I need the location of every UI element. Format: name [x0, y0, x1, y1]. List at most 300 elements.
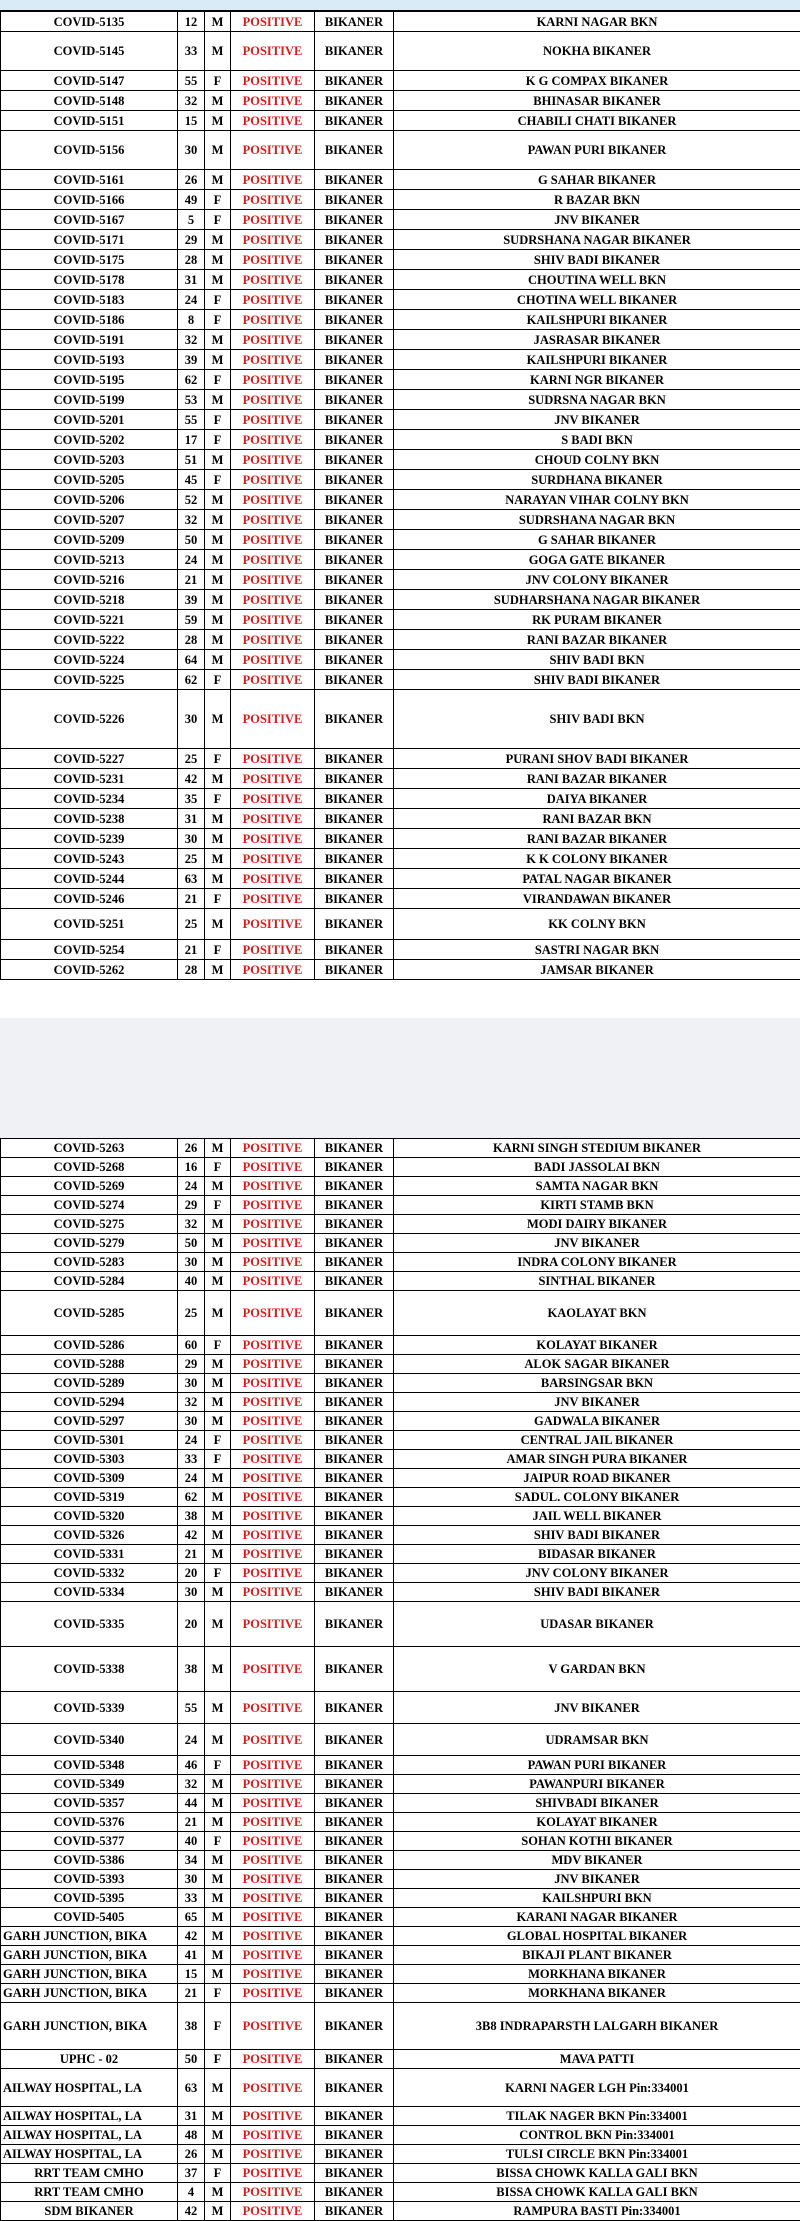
address-cell: CONTROL BKN Pin:334001 — [394, 2126, 800, 2145]
age-cell: 17 — [178, 430, 205, 450]
case-id-cell: COVID-5335 — [1, 1602, 178, 1647]
case-id-cell: COVID-5231 — [1, 769, 178, 789]
district-cell: BIKANER — [315, 550, 394, 570]
result-cell: POSITIVE — [231, 450, 315, 470]
address-cell: PAWANPURI BIKANER — [394, 1775, 800, 1794]
case-id-cell: COVID-5284 — [1, 1272, 178, 1291]
age-cell: 39 — [178, 590, 205, 610]
table-row — [1, 960, 800, 980]
result-cell: POSITIVE — [231, 1832, 315, 1851]
address-cell: K K COLONY BIKANER — [394, 849, 800, 869]
age-cell: 40 — [178, 1832, 205, 1851]
age-cell: 39 — [178, 350, 205, 370]
address-cell: KIRTI STAMB BKN — [394, 1196, 800, 1215]
age-cell: 62 — [178, 1488, 205, 1507]
case-id-cell: COVID-5275 — [1, 1215, 178, 1234]
table-row — [1, 1870, 800, 1889]
table-row — [1, 2003, 800, 2050]
result-cell: POSITIVE — [231, 1564, 315, 1583]
address-cell: GADWALA BIKANER — [394, 1412, 800, 1431]
address-cell: BHINASAR BIKANER — [394, 91, 800, 111]
district-cell: BIKANER — [315, 1253, 394, 1272]
case-id-cell: COVID-5234 — [1, 789, 178, 809]
district-cell: BIKANER — [315, 1215, 394, 1234]
result-cell: POSITIVE — [231, 2050, 315, 2069]
sex-cell: M — [205, 1355, 231, 1374]
age-cell: 32 — [178, 1775, 205, 1794]
case-id-cell: COVID-5227 — [1, 749, 178, 769]
address-cell: BIDASAR BIKANER — [394, 1545, 800, 1564]
result-cell: POSITIVE — [231, 889, 315, 909]
sex-cell: M — [205, 1215, 231, 1234]
age-cell: 24 — [178, 1177, 205, 1196]
district-cell: BIKANER — [315, 1794, 394, 1813]
result-cell: POSITIVE — [231, 190, 315, 210]
sex-cell: M — [205, 1234, 231, 1253]
result-cell: POSITIVE — [231, 1984, 315, 2003]
case-id-cell: COVID-5268 — [1, 1158, 178, 1177]
age-cell: 63 — [178, 2069, 205, 2107]
sex-cell: M — [205, 849, 231, 869]
sex-cell: F — [205, 2164, 231, 2183]
address-cell: JNV COLONY BIKANER — [394, 1564, 800, 1583]
sex-cell: M — [205, 1412, 231, 1431]
district-cell: BIKANER — [315, 570, 394, 590]
district-cell: BIKANER — [315, 1336, 394, 1355]
address-cell: JNV BIKANER — [394, 1692, 800, 1724]
result-cell: POSITIVE — [231, 1851, 315, 1870]
age-cell: 60 — [178, 1336, 205, 1355]
address-cell: SASTRI NAGAR BKN — [394, 940, 800, 960]
sex-cell: F — [205, 1984, 231, 2003]
age-cell: 46 — [178, 1756, 205, 1775]
address-cell: CHABILI CHATI BIKANER — [394, 111, 800, 131]
age-cell: 42 — [178, 1927, 205, 1946]
table-row — [1, 1545, 800, 1564]
address-cell: INDRA COLONY BIKANER — [394, 1253, 800, 1272]
address-cell: SUDRSHANA NAGAR BKN — [394, 510, 800, 530]
table-row — [1, 111, 800, 131]
result-cell: POSITIVE — [231, 1469, 315, 1488]
table-row — [1, 829, 800, 849]
district-cell: BIKANER — [315, 789, 394, 809]
sex-cell: M — [205, 829, 231, 849]
address-cell: DAIYA BIKANER — [394, 789, 800, 809]
result-cell: POSITIVE — [231, 290, 315, 310]
result-cell: POSITIVE — [231, 749, 315, 769]
address-cell: SAMTA NAGAR BKN — [394, 1177, 800, 1196]
table-row — [1, 1355, 800, 1374]
table-row — [1, 869, 800, 889]
result-cell: POSITIVE — [231, 1158, 315, 1177]
case-id-cell: COVID-5166 — [1, 190, 178, 210]
result-cell: POSITIVE — [231, 310, 315, 330]
result-cell: POSITIVE — [231, 490, 315, 510]
case-id-cell: COVID-5297 — [1, 1412, 178, 1431]
sex-cell: M — [205, 1139, 231, 1158]
district-cell: BIKANER — [315, 12, 394, 32]
table-row — [1, 250, 800, 270]
sex-cell: M — [205, 1908, 231, 1927]
table-row — [1, 1908, 800, 1927]
sex-cell: F — [205, 749, 231, 769]
sex-cell: M — [205, 350, 231, 370]
age-cell: 32 — [178, 510, 205, 530]
district-cell: BIKANER — [315, 1946, 394, 1965]
result-cell: POSITIVE — [231, 1488, 315, 1507]
case-id-cell: COVID-5338 — [1, 1647, 178, 1692]
case-id-cell: COVID-5226 — [1, 690, 178, 749]
sex-cell: M — [205, 650, 231, 670]
address-cell: CHOTINA WELL BIKANER — [394, 290, 800, 310]
result-cell: POSITIVE — [231, 1450, 315, 1469]
sex-cell: M — [205, 960, 231, 980]
age-cell: 53 — [178, 390, 205, 410]
result-cell: POSITIVE — [231, 1431, 315, 1450]
result-cell: POSITIVE — [231, 1412, 315, 1431]
sex-cell: F — [205, 1450, 231, 1469]
address-cell: KAILSHPURI BKN — [394, 1889, 800, 1908]
patient-table-2 — [0, 1138, 800, 2221]
case-id-cell: COVID-5213 — [1, 550, 178, 570]
sex-cell: M — [205, 1291, 231, 1336]
age-cell: 30 — [178, 829, 205, 849]
address-cell: GLOBAL HOSPITAL BIKANER — [394, 1927, 800, 1946]
result-cell: POSITIVE — [231, 960, 315, 980]
age-cell: 30 — [178, 690, 205, 749]
district-cell: BIKANER — [315, 1507, 394, 1526]
case-id-cell: GARH JUNCTION, BIKA — [1, 1927, 178, 1946]
table-row — [1, 1158, 800, 1177]
case-id-cell: COVID-5191 — [1, 330, 178, 350]
address-cell: SHIV BADI BIKANER — [394, 1526, 800, 1545]
result-cell: POSITIVE — [231, 210, 315, 230]
table-row — [1, 849, 800, 869]
age-cell: 41 — [178, 1946, 205, 1965]
age-cell: 50 — [178, 530, 205, 550]
age-cell: 62 — [178, 670, 205, 690]
table-row — [1, 1177, 800, 1196]
case-id-cell: COVID-5357 — [1, 1794, 178, 1813]
age-cell: 33 — [178, 1450, 205, 1469]
age-cell: 33 — [178, 1889, 205, 1908]
age-cell: 21 — [178, 1813, 205, 1832]
age-cell: 26 — [178, 2145, 205, 2164]
district-cell: BIKANER — [315, 2164, 394, 2183]
district-cell: BIKANER — [315, 690, 394, 749]
address-cell: BIKAJI PLANT BIKANER — [394, 1946, 800, 1965]
address-cell: KK COLNY BKN — [394, 909, 800, 940]
case-id-cell: GARH JUNCTION, BIKA — [1, 1965, 178, 1984]
table-row — [1, 1215, 800, 1234]
age-cell: 38 — [178, 2003, 205, 2050]
sex-cell: M — [205, 2183, 231, 2202]
age-cell: 32 — [178, 1215, 205, 1234]
address-cell: KAILSHPURI BIKANER — [394, 310, 800, 330]
case-id-cell: COVID-5148 — [1, 91, 178, 111]
table-row — [1, 1488, 800, 1507]
address-cell: KARANI NAGAR BIKANER — [394, 1908, 800, 1927]
case-id-cell: COVID-5262 — [1, 960, 178, 980]
table-row — [1, 410, 800, 430]
address-cell: TULSI CIRCLE BKN Pin:334001 — [394, 2145, 800, 2164]
address-cell: RANI BAZAR BKN — [394, 809, 800, 829]
district-cell: BIKANER — [315, 1431, 394, 1450]
case-id-cell: COVID-5285 — [1, 1291, 178, 1336]
sex-cell: M — [205, 1870, 231, 1889]
case-id-cell: COVID-5376 — [1, 1813, 178, 1832]
sex-cell: F — [205, 1756, 231, 1775]
result-cell: POSITIVE — [231, 1526, 315, 1545]
table-row — [1, 1756, 800, 1775]
case-id-cell: GARH JUNCTION, BIKA — [1, 1984, 178, 2003]
district-cell: BIKANER — [315, 909, 394, 940]
table-row — [1, 1431, 800, 1450]
district-cell: BIKANER — [315, 111, 394, 131]
result-cell: POSITIVE — [231, 390, 315, 410]
case-id-cell: COVID-5221 — [1, 610, 178, 630]
age-cell: 25 — [178, 849, 205, 869]
district-cell: BIKANER — [315, 1870, 394, 1889]
table-row — [1, 909, 800, 940]
case-id-cell: COVID-5349 — [1, 1775, 178, 1794]
age-cell: 16 — [178, 1158, 205, 1177]
table-row — [1, 1139, 800, 1158]
sex-cell: M — [205, 490, 231, 510]
district-cell: BIKANER — [315, 889, 394, 909]
case-id-cell: COVID-5331 — [1, 1545, 178, 1564]
case-id-cell: COVID-5156 — [1, 131, 178, 170]
address-cell: BISSA CHOWK KALLA GALI BKN — [394, 2164, 800, 2183]
age-cell: 64 — [178, 650, 205, 670]
age-cell: 24 — [178, 1431, 205, 1450]
table-row — [1, 430, 800, 450]
result-cell: POSITIVE — [231, 2145, 315, 2164]
table-row — [1, 650, 800, 670]
table-row — [1, 789, 800, 809]
case-id-cell: COVID-5151 — [1, 111, 178, 131]
case-id-cell: RRT TEAM CMHO — [1, 2183, 178, 2202]
age-cell: 30 — [178, 1253, 205, 1272]
table-row — [1, 1775, 800, 1794]
sex-cell: F — [205, 1832, 231, 1851]
table-row — [1, 12, 800, 32]
case-id-cell: COVID-5243 — [1, 849, 178, 869]
result-cell: POSITIVE — [231, 769, 315, 789]
age-cell: 26 — [178, 1139, 205, 1158]
case-id-cell: COVID-5225 — [1, 670, 178, 690]
result-cell: POSITIVE — [231, 91, 315, 111]
address-cell: JAMSAR BIKANER — [394, 960, 800, 980]
table-row — [1, 1965, 800, 1984]
sex-cell: F — [205, 190, 231, 210]
result-cell: POSITIVE — [231, 809, 315, 829]
table-row — [1, 1336, 800, 1355]
age-cell: 63 — [178, 869, 205, 889]
age-cell: 65 — [178, 1908, 205, 1927]
table-row — [1, 290, 800, 310]
age-cell: 25 — [178, 909, 205, 940]
case-id-cell: COVID-5289 — [1, 1374, 178, 1393]
patient-table-1 — [0, 11, 800, 980]
case-id-cell: COVID-5303 — [1, 1450, 178, 1469]
age-cell: 62 — [178, 370, 205, 390]
age-cell: 20 — [178, 1602, 205, 1647]
sex-cell: M — [205, 2107, 231, 2126]
address-cell: G SAHAR BIKANER — [394, 170, 800, 190]
result-cell: POSITIVE — [231, 71, 315, 91]
case-id-cell: COVID-5395 — [1, 1889, 178, 1908]
address-cell: SOHAN KOTHI BIKANER — [394, 1832, 800, 1851]
result-cell: POSITIVE — [231, 590, 315, 610]
sex-cell: M — [205, 869, 231, 889]
sex-cell: M — [205, 1813, 231, 1832]
result-cell: POSITIVE — [231, 2107, 315, 2126]
district-cell: BIKANER — [315, 1813, 394, 1832]
sex-cell: M — [205, 630, 231, 650]
address-cell: MORKHANA BIKANER — [394, 1965, 800, 1984]
sex-cell: F — [205, 2050, 231, 2069]
sex-cell: M — [205, 1253, 231, 1272]
address-cell: MODI DAIRY BIKANER — [394, 1215, 800, 1234]
result-cell: POSITIVE — [231, 1374, 315, 1393]
address-cell: VIRANDAWAN BIKANER — [394, 889, 800, 909]
case-id-cell: COVID-5286 — [1, 1336, 178, 1355]
address-cell: RANI BAZAR BIKANER — [394, 769, 800, 789]
address-cell: BADI JASSOLAI BKN — [394, 1158, 800, 1177]
address-cell: CENTRAL JAIL BIKANER — [394, 1431, 800, 1450]
sex-cell: F — [205, 410, 231, 430]
sex-cell: M — [205, 230, 231, 250]
table-row — [1, 1889, 800, 1908]
table-row — [1, 610, 800, 630]
district-cell: BIKANER — [315, 829, 394, 849]
sex-cell: M — [205, 2069, 231, 2107]
result-cell: POSITIVE — [231, 2126, 315, 2145]
age-cell: 24 — [178, 550, 205, 570]
sex-cell: F — [205, 670, 231, 690]
table-row — [1, 390, 800, 410]
age-cell: 51 — [178, 450, 205, 470]
sex-cell: F — [205, 1158, 231, 1177]
case-id-cell: COVID-5386 — [1, 1851, 178, 1870]
district-cell: BIKANER — [315, 530, 394, 550]
table-row — [1, 550, 800, 570]
district-cell: BIKANER — [315, 430, 394, 450]
district-cell: BIKANER — [315, 1692, 394, 1724]
case-id-cell: COVID-5320 — [1, 1507, 178, 1526]
case-id-cell: COVID-5309 — [1, 1469, 178, 1488]
case-id-cell: COVID-5239 — [1, 829, 178, 849]
table-row — [1, 190, 800, 210]
district-cell: BIKANER — [315, 2126, 394, 2145]
address-cell: G SAHAR BIKANER — [394, 530, 800, 550]
district-cell: BIKANER — [315, 2107, 394, 2126]
district-cell: BIKANER — [315, 210, 394, 230]
table-row — [1, 530, 800, 550]
case-id-cell: COVID-5161 — [1, 170, 178, 190]
district-cell: BIKANER — [315, 2145, 394, 2164]
age-cell: 25 — [178, 1291, 205, 1336]
table-row — [1, 1851, 800, 1870]
table-row — [1, 2183, 800, 2202]
table-row — [1, 32, 800, 71]
result-cell: POSITIVE — [231, 1870, 315, 1889]
district-cell: BIKANER — [315, 960, 394, 980]
case-id-cell: COVID-5288 — [1, 1355, 178, 1374]
sex-cell: M — [205, 1374, 231, 1393]
age-cell: 29 — [178, 1196, 205, 1215]
district-cell: BIKANER — [315, 1889, 394, 1908]
sex-cell: M — [205, 809, 231, 829]
district-cell: BIKANER — [315, 610, 394, 630]
result-cell: POSITIVE — [231, 2202, 315, 2221]
address-cell: JAIPUR ROAD BIKANER — [394, 1469, 800, 1488]
district-cell: BIKANER — [315, 330, 394, 350]
sex-cell: F — [205, 430, 231, 450]
age-cell: 35 — [178, 789, 205, 809]
table-row — [1, 1526, 800, 1545]
sex-cell: M — [205, 2202, 231, 2221]
age-cell: 30 — [178, 1374, 205, 1393]
case-id-cell: COVID-5326 — [1, 1526, 178, 1545]
result-cell: POSITIVE — [231, 1234, 315, 1253]
address-cell: JNV BIKANER — [394, 210, 800, 230]
age-cell: 21 — [178, 889, 205, 909]
result-cell: POSITIVE — [231, 1215, 315, 1234]
case-id-cell: COVID-5377 — [1, 1832, 178, 1851]
table-row — [1, 450, 800, 470]
sex-cell: F — [205, 889, 231, 909]
table-row — [1, 590, 800, 610]
sex-cell: M — [205, 270, 231, 290]
age-cell: 59 — [178, 610, 205, 630]
age-cell: 42 — [178, 769, 205, 789]
table-row — [1, 131, 800, 170]
table-row — [1, 490, 800, 510]
address-cell: KAILSHPURI BIKANER — [394, 350, 800, 370]
district-cell: BIKANER — [315, 1545, 394, 1564]
address-cell: JNV BIKANER — [394, 1234, 800, 1253]
result-cell: POSITIVE — [231, 1965, 315, 1984]
sex-cell: M — [205, 91, 231, 111]
district-cell: BIKANER — [315, 749, 394, 769]
case-id-cell: COVID-5246 — [1, 889, 178, 909]
table-row — [1, 1946, 800, 1965]
district-cell: BIKANER — [315, 2050, 394, 2069]
sex-cell: M — [205, 1692, 231, 1724]
district-cell: BIKANER — [315, 470, 394, 490]
sex-cell: M — [205, 131, 231, 170]
address-cell: 3B8 INDRAPARSTH LALGARH BIKANER — [394, 2003, 800, 2050]
result-cell: POSITIVE — [231, 250, 315, 270]
age-cell: 44 — [178, 1794, 205, 1813]
result-cell: POSITIVE — [231, 530, 315, 550]
table-row — [1, 1583, 800, 1602]
result-cell: POSITIVE — [231, 330, 315, 350]
age-cell: 28 — [178, 630, 205, 650]
sex-cell: F — [205, 370, 231, 390]
result-cell: POSITIVE — [231, 170, 315, 190]
district-cell: BIKANER — [315, 270, 394, 290]
sex-cell: M — [205, 1602, 231, 1647]
case-id-cell: COVID-5203 — [1, 450, 178, 470]
address-cell: BISSA CHOWK KALLA GALI BKN — [394, 2183, 800, 2202]
age-cell: 52 — [178, 490, 205, 510]
age-cell: 31 — [178, 270, 205, 290]
age-cell: 5 — [178, 210, 205, 230]
case-id-cell: COVID-5202 — [1, 430, 178, 450]
